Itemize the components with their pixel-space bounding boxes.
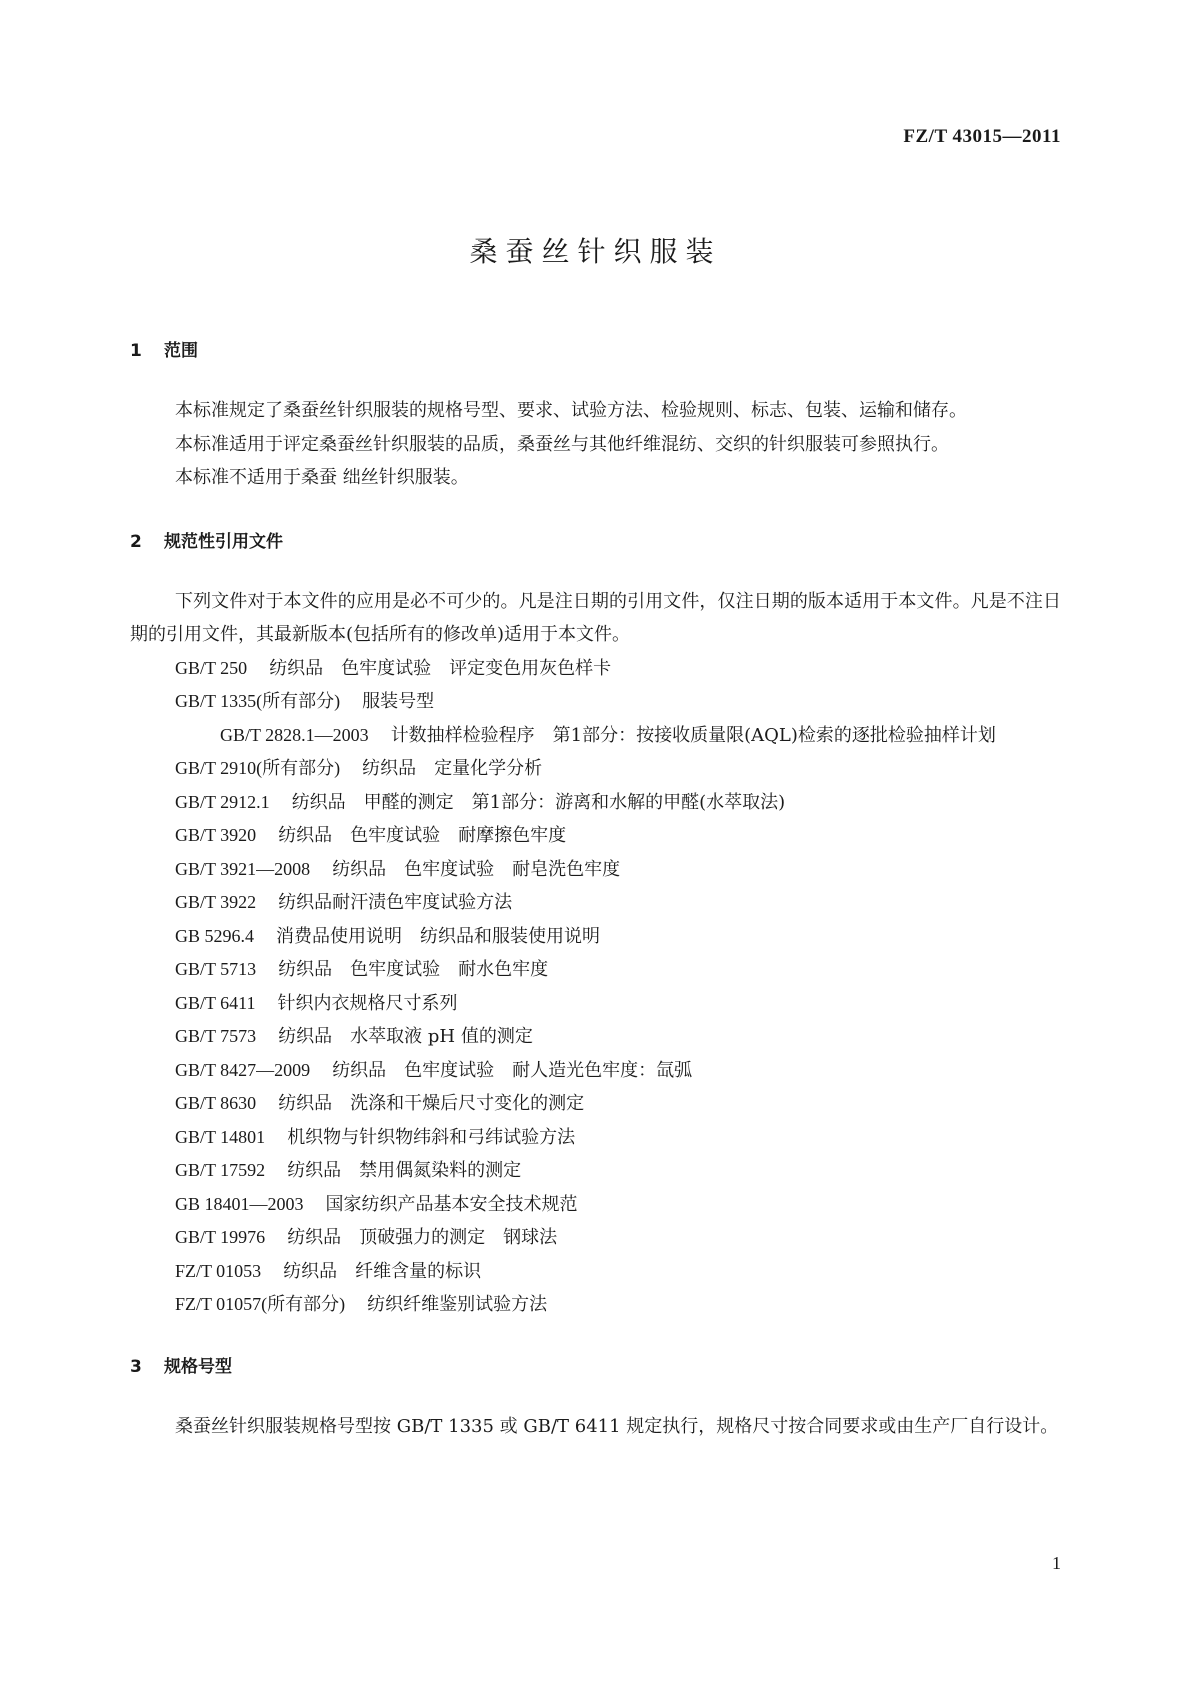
reference-code: GB/T 7573	[175, 1026, 257, 1046]
reference-list	[130, 652, 1061, 1322]
reference-title: 纺织纤维鉴别试验方法	[367, 1294, 548, 1315]
reference-code: GB/T 19976	[175, 1227, 266, 1247]
reference-item	[130, 1054, 1061, 1088]
reference-code: GB/T 2910(所有部分)	[175, 758, 341, 778]
reference-title: 国家纺织产品基本安全技术规范	[325, 1193, 578, 1215]
reference-title: 计数抽样检验程序 第1部分：按接收质量限(AQL)检索的逐批检验抽样计划	[390, 724, 996, 746]
reference-item	[130, 719, 1061, 753]
section-heading	[130, 527, 1061, 557]
reference-title: 纺织品 甲醛的测定 第1部分：游离和水解的甲醛(水萃取法)	[291, 791, 786, 813]
reference-item	[130, 685, 1061, 719]
reference-code: GB/T 6411	[175, 992, 256, 1013]
reference-item	[130, 1087, 1061, 1121]
reference-title: 纺织品 纤维含量的标识	[283, 1260, 482, 1282]
reference-item	[130, 652, 1061, 686]
reference-title: 机织物与针织物纬斜和弓纬试验方法	[287, 1126, 576, 1148]
reference-code: GB/T 3922	[175, 892, 257, 912]
reference-code: GB/T 2912.1	[175, 791, 270, 812]
reference-title: 纺织品 色牢度试验 耐摩擦色牢度	[278, 825, 567, 846]
reference-code: GB/T 5713	[175, 959, 257, 979]
section-scope	[130, 336, 1061, 495]
paragraph: 本标准不适用于桑蚕 绌丝针织服装。	[175, 467, 469, 488]
section-number: 2	[130, 531, 142, 552]
section-heading	[130, 1352, 1061, 1382]
paragraph: 下列文件对于本文件的应用是必不可少的。凡是注日期的引用文件，仅注日期的版本适用于本文件。凡是不注日期的引用文件，其最新版本(包括所有的修改单)适用于本文件。	[130, 590, 1061, 645]
section-paragraphs	[130, 1410, 1061, 1444]
reference-item	[130, 1020, 1061, 1054]
reference-item	[130, 1255, 1061, 1289]
reference-item	[130, 819, 1061, 853]
reference-title: 纺织品 色牢度试验 耐皂洗色牢度	[332, 858, 621, 880]
reference-item	[130, 920, 1061, 954]
reference-code: GB/T 1335(所有部分)	[175, 691, 341, 711]
document-title: 桑蚕丝针织服装	[469, 235, 722, 268]
reference-title: 纺织品耐汗渍色牢度试验方法	[278, 892, 513, 913]
section-number: 3	[130, 1356, 142, 1377]
reference-title: 消费品使用说明 纺织品和服装使用说明	[276, 925, 601, 947]
reference-code: GB/T 17592	[175, 1160, 266, 1180]
reference-title: 纺织品 色牢度试验 耐水色牢度	[278, 959, 549, 980]
reference-item	[130, 1121, 1061, 1155]
reference-code: GB/T 3920	[175, 825, 257, 845]
section-paragraphs	[130, 585, 1061, 652]
section-heading	[130, 336, 1061, 366]
reference-code: GB/T 14801	[175, 1126, 266, 1147]
reference-item	[130, 1221, 1061, 1255]
reference-item	[130, 853, 1061, 887]
reference-title: 纺织品 洗涤和干燥后尺寸变化的测定	[278, 1093, 585, 1114]
reference-title: 纺织品 定量化学分析	[362, 758, 543, 779]
page-number: 1	[1052, 1553, 1061, 1573]
reference-code: GB/T 2828.1—2003	[220, 724, 369, 745]
reference-title: 纺织品 水萃取液 pH 值的测定	[278, 1026, 533, 1047]
reference-item	[130, 987, 1061, 1021]
paragraph: 本标准适用于评定桑蚕丝针织服装的品质，桑蚕丝与其他纤维混纺、交织的针织服装可参照执行。	[175, 433, 949, 455]
reference-code: GB 5296.4	[175, 925, 255, 946]
document-body	[130, 336, 1061, 1475]
paragraph: 桑蚕丝针织服装规格号型按 GB/T 1335 或 GB/T 6411 规定执行，规格尺寸按合同要求或由生产厂自行设计。	[175, 1415, 1059, 1437]
section-size-specification	[130, 1352, 1061, 1444]
section-title: 范围	[164, 341, 198, 361]
reference-item	[130, 1188, 1061, 1222]
reference-item	[130, 1154, 1061, 1188]
reference-item	[130, 953, 1061, 987]
reference-code: GB/T 8630	[175, 1093, 257, 1113]
reference-title: 纺织品 顶破强力的测定 钢球法	[287, 1227, 558, 1248]
section-paragraphs	[130, 394, 1061, 495]
reference-code: GB/T 8427—2009	[175, 1059, 311, 1080]
section-number: 1	[130, 341, 142, 361]
reference-item	[130, 1288, 1061, 1322]
reference-item	[130, 886, 1061, 920]
reference-item	[130, 786, 1061, 820]
section-normative-references	[130, 527, 1061, 1322]
reference-code: GB/T 3921—2008	[175, 858, 311, 879]
reference-title: 纺织品 色牢度试验 耐人造光色牢度：氙弧	[332, 1059, 693, 1081]
reference-code: GB/T 250	[175, 657, 248, 678]
reference-title: 纺织品 色牢度试验 评定变色用灰色样卡	[269, 657, 612, 679]
reference-code: FZ/T 01057(所有部分)	[175, 1294, 346, 1314]
section-title: 规格号型	[164, 1356, 232, 1377]
reference-item	[130, 752, 1061, 786]
section-title: 规范性引用文件	[164, 531, 283, 552]
standard-code: FZ/T 43015—2011	[903, 126, 1061, 147]
reference-code: GB 18401—2003	[175, 1193, 304, 1214]
paragraph: 本标准规定了桑蚕丝针织服装的规格号型、要求、试验方法、检验规则、标志、包装、运输和储存。	[175, 400, 967, 421]
reference-title: 服装号型	[362, 691, 435, 712]
reference-title: 针织内衣规格尺寸系列	[277, 992, 458, 1014]
reference-title: 纺织品 禁用偶氮染料的测定	[287, 1160, 522, 1181]
reference-code: FZ/T 01053	[175, 1260, 262, 1281]
